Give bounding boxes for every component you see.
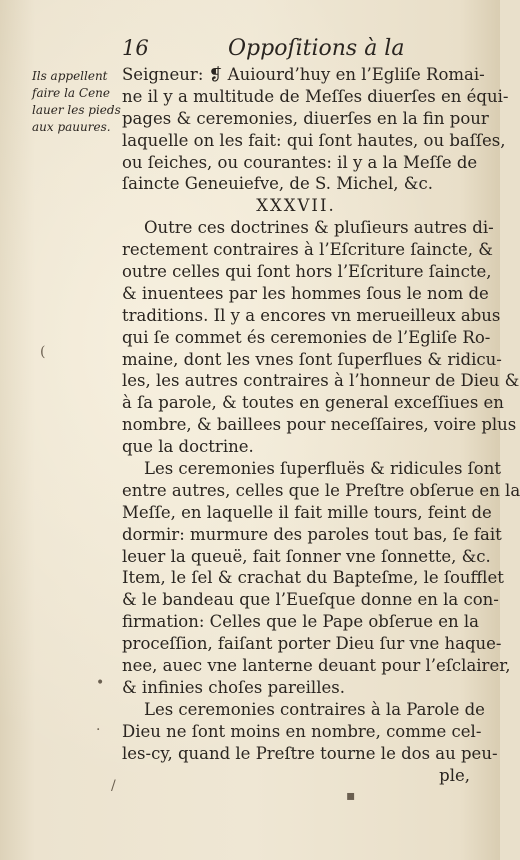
text-line: Seigneur: ❡ Auiourd’huy en l’Egliſe Romai-	[122, 65, 485, 84]
text-line: proceſſion, faiſant porter Dieu ſur vne haque-	[122, 634, 502, 654]
text-line: traditions. Il y a encores vn merueilleux abus	[122, 305, 501, 325]
text-line: ne il y a multitude de Meſſes diuerſes en équi-	[122, 86, 509, 106]
body-text	[122, 64, 520, 786]
page-number: 16	[122, 36, 149, 60]
margin-note-line: faire la Cene	[32, 86, 111, 100]
text-line: Meſſe, en laquelle il fait mille tours, feint de	[122, 502, 492, 522]
margin-note-line: lauer les pieds	[32, 103, 121, 117]
catchword: ple,	[439, 765, 470, 785]
text-line: les, les autres contraires à l’honneur de Dieu &	[122, 371, 520, 391]
text-line: ſaincte Geneuiefve, de S. Michel, &c.	[122, 174, 433, 194]
text-line: Les ceremonies contraires à la Parole de	[144, 699, 485, 719]
text-line: nee, auec vne lanterne deuant pour l’eſclairer,	[122, 656, 511, 676]
text-line: & inuentees par les hommes ſous le nom de	[122, 283, 489, 303]
text-line: que la doctrine.	[122, 437, 254, 457]
margin-note-line: Ils appellent	[32, 69, 108, 83]
text-line: dormir: murmure des paroles tout bas, ſe fait	[122, 524, 502, 544]
running-title: Oppoſitions à la	[228, 36, 405, 61]
text-line: laquelle on les fait: qui ſont hautes, ou baſſes,	[122, 130, 506, 150]
text-line: rectement contraires à l’Eſcriture ſaincte, &	[122, 240, 493, 260]
page-header	[0, 36, 500, 64]
text-line: ou ſeiches, ou courantes: il y a la Meſſe de	[122, 152, 478, 172]
text-line: Dieu ne ſont moins en nombre, comme cel-	[122, 721, 482, 741]
margin-note-line: aux pauures.	[32, 120, 111, 134]
text-line: entre autres, celles que le Preſtre obſerue en la	[122, 480, 520, 500]
ink-mark: ·	[96, 722, 101, 738]
text-line: Les ceremonies ſuperfluës & ridicules ſont	[144, 459, 501, 479]
text-line: outre celles qui ſont hors l’Eſcriture ſaincte,	[122, 262, 492, 282]
text-line: à ſa parole, & toutes en general exceſſiues en	[122, 393, 504, 413]
text-line: qui ſe commet és ceremonies de l’Egliſe Ro-	[122, 327, 491, 347]
text-line: les-cy, quand le Preſtre tourne le dos au peu-	[122, 743, 498, 763]
text-line: Outre ces doctrines & pluſieurs autres di-	[144, 218, 494, 238]
ink-mark: ▪	[346, 788, 356, 804]
text-line: firmation: Celles que le Pape obſerue en la	[122, 612, 479, 632]
ink-mark: •	[96, 675, 105, 691]
text-line: leuer la queuë, fait ſonner vne ſonnette, &c.	[122, 546, 491, 566]
text-line: pages & ceremonies, diuerſes en la fin pour	[122, 108, 489, 128]
section-number: XXXVII.	[256, 196, 336, 216]
text-line: & le bandeau que l’Eueſque donne en la con-	[122, 590, 499, 610]
text-line: nombre, & baillees pour neceſſaires, voire plus	[122, 415, 517, 435]
text-line: maine, dont les vnes ſont ſuperflues & ridicu-	[122, 349, 502, 369]
text-line: Item, le ſel & crachat du Bapteſme, le ſoufflet	[122, 568, 504, 588]
ink-mark: /	[111, 778, 116, 794]
text-line: & infinies choſes pareilles.	[122, 677, 345, 697]
ink-mark: (	[40, 344, 46, 360]
margin-note	[32, 68, 122, 136]
